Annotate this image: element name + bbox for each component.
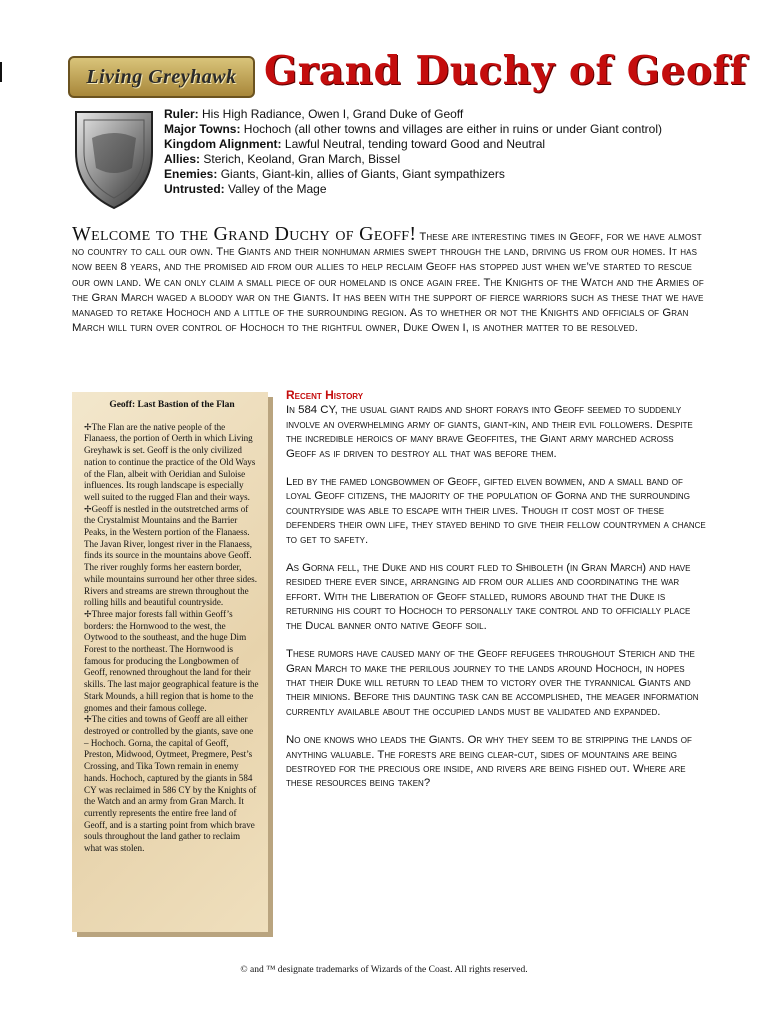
body-paragraph: In 584 CY, the usual giant raids and short forays into Geoff seemed to suddenly involve an overwhelming army of giants, giant-kin, and their evil followers. Despite the incredible heroics of many brave Geoffites, the Giant army marched across Geoff as if driven to destroy all that was before them. <box>286 404 693 460</box>
fact-ruler: Ruler: His High Radiance, Owen I, Grand Duke of Geoff <box>164 107 464 121</box>
main-column <box>286 388 706 805</box>
page-title: Grand Duchy of Geoff <box>264 48 747 94</box>
page-edge-mark <box>0 62 2 82</box>
body-paragraph: As Gorna fell, the Duke and his court fled to Shiboleth (in Gran March) and have resided there ever since, arranging aid from our allies and coordinating the war effort. With the Liberation of Geoff stalled, rumors abound that the Duke is returning his court to Hochoch to personally take control and to officially place the Ducal banner onto native Geoff soil. <box>286 562 691 632</box>
shield-icon <box>72 108 156 212</box>
body-paragraph: Led by the famed longbowmen of Geoff, gifted elven bowmen, and a small band of loyal Geoff citizens, the majority of the population of Gorna and the surrounding countryside was able to escape with their lives. Though it cost most of these defenders their own life, they stayed behind to give their fellow countrymen a chance to get to safety. <box>286 476 706 546</box>
sidebar-title: Geoff: Last Bastion of the Flan <box>109 400 235 410</box>
sidebar-box <box>72 392 268 932</box>
section-heading: Recent History <box>286 388 364 402</box>
fact-kingdom-alignment: Kingdom Alignment: Lawful Neutral, tending toward Good and Neutral <box>164 137 546 151</box>
sidebar-paragraph: ✢The Flan are the native people of the Flanaess, the portion of Oerth in which Living Greyhawk is set. Geoff is the only civilized nation to continue the practice of the Old Ways of the Flan, albeit with Oeridian and Suloise influences. Its rough landscape is especially well suited to the rugged Flan and their ways. <box>84 421 256 502</box>
fact-enemies: Enemies: Giants, Giant-kin, allies of Giants, Giant sympathizers <box>164 167 505 181</box>
body-paragraph: These rumors have caused many of the Geoff refugees throughout Sterich and the Gran March to make the perilous journey to the lands around Hochoch, in hopes that their Duke will return to lead them to victory over the tyrannical Giants and their minions. Before this daunting task can be accomplished, the meager information currently available about the occupied lands must be validated and expanded. <box>286 648 699 718</box>
fact-major-towns: Major Towns: Hochoch (all other towns and villages are either in ruins or under Giant control) <box>164 122 663 136</box>
body-paragraph: No one knows who leads the Giants. Or why they seem to be stripping the lands of anything valuable. The forests are being clear-cut, sides of mountains are being destroyed for the precious ore inside, and rivers are being fished out. Where are these resources being taken? <box>286 734 692 790</box>
intro-lead: Welcome to the Grand Duchy of Geoff! <box>72 223 417 245</box>
intro-paragraph <box>72 223 712 336</box>
fact-allies: Allies: Sterich, Keoland, Gran March, Bissel <box>164 152 401 166</box>
sidebar-paragraph: ✢The cities and towns of Geoff are all either destroyed or controlled by the giants, save one – Hochoch. Gorna, the capital of Geoff, Preston, Midwood, Oytmeet, Pregmere, Pest’s Crossing, and Tika Town remain in enemy hands. Hochoch, captured by the giants in 584 CY was reclaimed in 586 CY by the Knights of the Watch and an army from Gran March. It currently represents the entire free land of Geoff, and is a starting point from which brave souls throughout the land gather to reclaim what was stolen. <box>84 714 257 854</box>
logo-text: Living Greyhawk <box>86 65 237 88</box>
sidebar-paragraph: ✢Three major forests fall within Geoff’s borders: the Hornwood to the west, the Oytwood to the southeast, and the huge Dim Forest to the northeast. The Hornwood is famous for producing the Longbowmen of Geoff, renowned throughout the land for their skills. The last major geographical feature is the Stark Mounds, a hill region that is home to the gnomes and their famous college. <box>84 608 259 713</box>
living-greyhawk-logo <box>68 56 255 98</box>
footer-trademark: © and ™ designate trademarks of Wizards of the Coast. All rights reserved. <box>240 965 528 975</box>
sidebar-paragraph: ✢Geoff is nestled in the outstretched arms of the Crystalmist Mountains and the Barrier Peaks, in the Western portion of the Flanaess. The Javan River, longest river in the Flanaess, finds its source in the mountains above Geoff. The river roughly forms her eastern border, while mountains surround her other three sides. Rivers and streams are strewn throughout the rolling hills and beautiful countryside. <box>84 503 257 608</box>
intro-body: These are interesting times in Geoff, for we have almost no country to call our own. The Giants and their nonhuman armies swept through the land, driving us from our homes. It has now been 8 years, and the promised aid from our allies to help reclaim Geoff has stopped just when we’ve started to rescue our own land. We can only claim a small piece of our homeland is once again free. The Knights of the Watch and the Armies of the Gran March waged a bloody war on the Giants. It has been with the support of fierce warriors such as these that we have managed to retake Hochoch and a little of the surrounding region. As to whether or not the Knights and officials of Gran March will turn over control of Hochoch to the rightful owner, Duke Owen I, is another matter to be resolved. <box>72 231 704 335</box>
kingdom-facts <box>164 107 704 197</box>
fact-untrusted: Untrusted: Valley of the Mage <box>164 182 327 196</box>
